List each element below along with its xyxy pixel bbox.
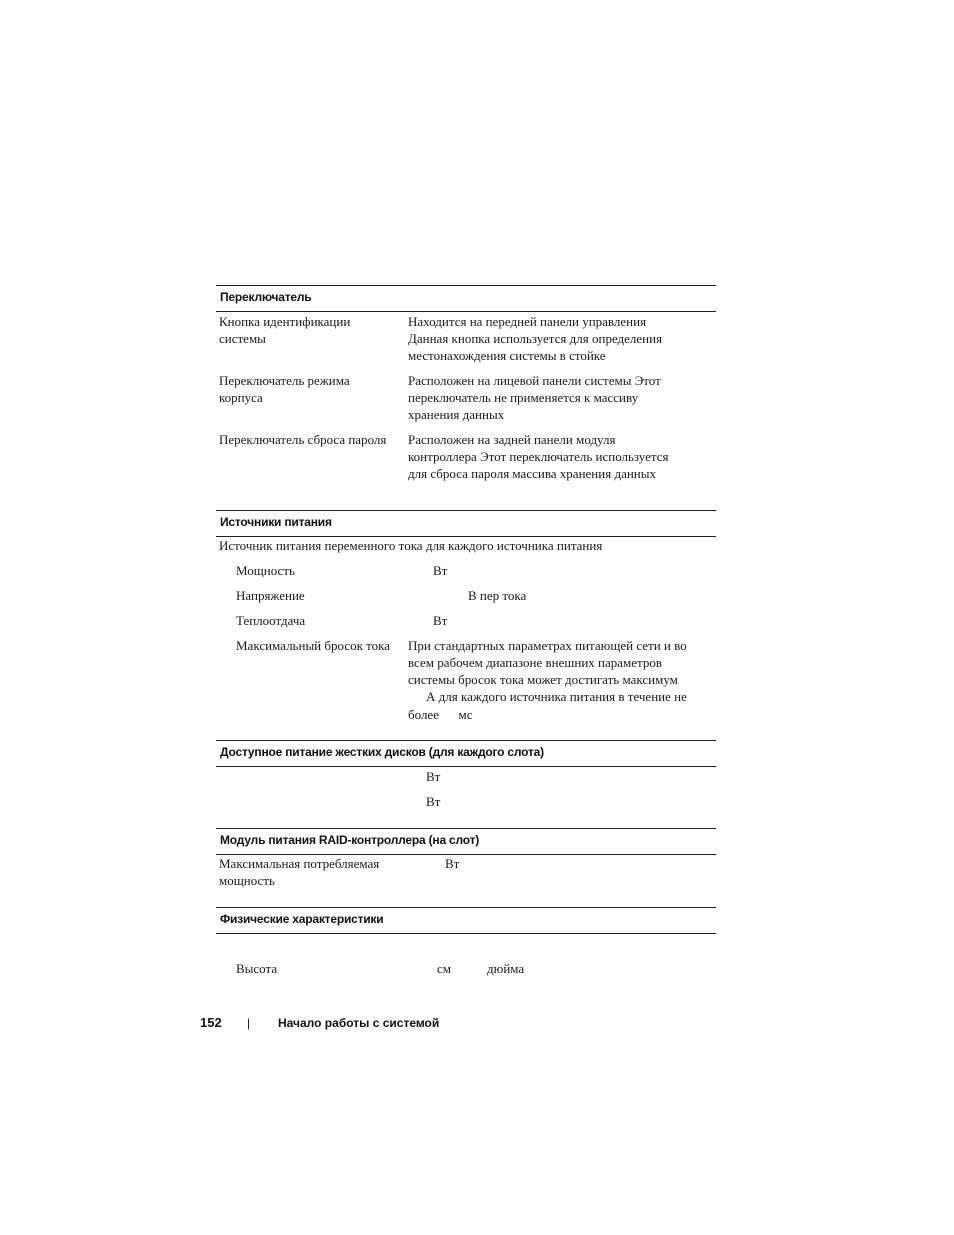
row-label: Переключатель сброса пароля — [219, 432, 387, 447]
row-desc: хранения данных — [408, 407, 505, 422]
section-heading-physical — [216, 907, 716, 934]
heat-value: Вт — [433, 613, 448, 628]
row-desc: переключатель не применяется к массиву — [408, 390, 639, 405]
row-label: Переключатель режима — [219, 373, 350, 388]
voltage-label: Напряжение — [236, 588, 305, 603]
wattage-label: Мощность — [236, 563, 295, 578]
footer-title: Начало работы с системой — [278, 1016, 440, 1030]
section-title: Источники питания — [220, 515, 332, 529]
voltage-value: В пер тока — [468, 588, 527, 603]
height-label: Высота — [236, 961, 278, 976]
inrush-desc: А для каждого источника питания в течение не — [426, 689, 687, 704]
inrush-desc: более мс — [408, 707, 473, 722]
section-heading-raid — [216, 828, 716, 855]
section-title: Доступное питание жестких дисков (для каждого слота) — [220, 745, 544, 759]
height-cm: см — [437, 961, 451, 976]
row-desc: Расположен на задней панели модуля — [408, 432, 616, 447]
row-desc: местонахождения системы в стойке — [408, 348, 606, 363]
section-title: Модуль питания RAID-контроллера (на слот) — [220, 833, 480, 847]
inrush-desc: При стандартных параметрах питающей сети и во — [408, 638, 687, 653]
row-desc: Данная кнопка используется для определения — [408, 331, 663, 346]
inrush-label: Максимальный бросок тока — [236, 638, 391, 653]
inrush-desc: всем рабочем диапазоне внешних параметров — [408, 655, 663, 670]
footer-separator: | — [247, 1016, 251, 1030]
row-desc: Находится на передней панели управления — [408, 314, 647, 329]
height-in: дюйма — [487, 961, 525, 976]
row-label: Кнопка идентификации — [219, 314, 351, 329]
wattage-value: Вт — [433, 563, 448, 578]
section-heading-switches — [216, 285, 716, 312]
hdd-power-value: Вт — [426, 794, 441, 809]
heat-label: Теплоотдача — [236, 613, 306, 628]
section-title: Физические характеристики — [220, 912, 384, 926]
row-label: корпуса — [219, 390, 263, 405]
row-label: системы — [219, 331, 266, 346]
section-heading-power — [216, 510, 716, 537]
hdd-power-value: Вт — [426, 769, 441, 784]
row-desc: контроллера Этот переключатель используется — [408, 449, 669, 464]
row-desc: Расположен на лицевой панели системы Этот — [408, 373, 661, 388]
raid-value: Вт — [445, 856, 460, 871]
raid-label: Максимальная потребляемая — [219, 856, 380, 871]
raid-label: мощность — [219, 873, 275, 888]
row-desc: для сброса пароля массива хранения данных — [408, 466, 656, 481]
ac-power-line: Источник питания переменного тока для каждого источника питания — [219, 538, 603, 553]
inrush-desc: системы бросок тока может достигать максимум — [408, 672, 678, 687]
section-title: Переключатель — [220, 290, 312, 304]
section-heading-hdd-power — [216, 740, 716, 767]
page-number: 152 — [200, 1015, 222, 1030]
